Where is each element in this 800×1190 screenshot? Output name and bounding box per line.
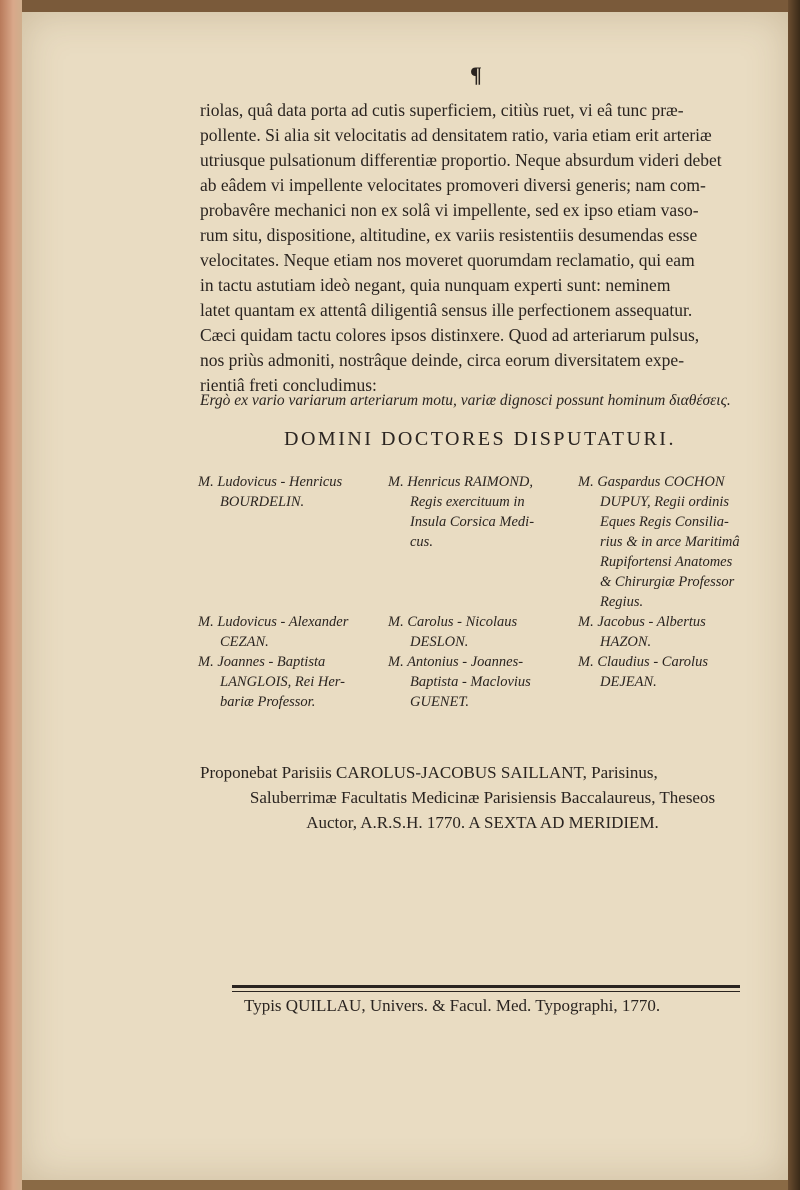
doctor-name: M. Gaspardus COCHON bbox=[578, 474, 725, 490]
doctor-entry bbox=[198, 472, 388, 612]
folio-mark: ¶ bbox=[470, 62, 482, 87]
doctor-entry bbox=[578, 472, 768, 612]
doctor-entry bbox=[198, 612, 388, 652]
doctor-name: M. Ludovicus - Alexander bbox=[198, 614, 349, 630]
imprint-line: Auctor, A.R.S.H. 1770. A SEXTA AD MERIDIEM. bbox=[306, 813, 659, 832]
doctor-detail: CEZAN. bbox=[220, 634, 269, 650]
body-line: pollente. Si alia sit velocitatis ad densitatem ratio, varia etiam erit arteriæ bbox=[200, 125, 712, 145]
doctor-name: M. Claudius - Carolus bbox=[578, 654, 708, 670]
doctors-heading: DOMINI DOCTORES DISPUTATURI. bbox=[284, 428, 676, 450]
doctor-name: M. Jacobus - Albertus bbox=[578, 614, 706, 630]
page-right-edge bbox=[788, 0, 800, 1190]
doctor-detail: Eques Regis Consilia- bbox=[600, 514, 729, 530]
doctor-entry bbox=[578, 612, 768, 652]
doctor-detail: Insula Corsica Medi- bbox=[410, 514, 535, 530]
doctor-name: M. Ludovicus - Henricus bbox=[198, 474, 343, 490]
doctors-row bbox=[198, 472, 768, 612]
body-line: probavêre mechanici non ex solâ vi impellente, sed ex ipso etiam vaso- bbox=[200, 200, 699, 220]
doctor-name: M. Henricus RAIMOND, bbox=[388, 474, 533, 490]
doctor-entry bbox=[578, 652, 768, 712]
doctor-detail: Regis exercituum in bbox=[410, 494, 525, 510]
doctor-name: M. Carolus - Nicolaus bbox=[388, 614, 518, 630]
doctor-name: M. Joannes - Baptista bbox=[198, 654, 326, 670]
doctor-detail: Baptista - Maclovius bbox=[410, 674, 531, 690]
body-line: utriusque pulsationum differentiæ proportio. Neque absurdum videri debet bbox=[200, 150, 722, 170]
imprint-line: Proponebat Parisiis CAROLUS-JACOBUS SAILLANT, Parisinus, bbox=[200, 763, 658, 782]
doctor-detail: DUPUY, Regii ordinis bbox=[600, 494, 730, 510]
doctor-name: M. Antonius - Joannes- bbox=[388, 654, 524, 670]
doctor-detail: cus. bbox=[410, 534, 433, 550]
page-left-edge bbox=[0, 0, 22, 1190]
doctor-entry bbox=[198, 652, 388, 712]
doctor-entry bbox=[388, 652, 578, 712]
body-line: in tactu astutiam ideò negant, quia nunquam experti sunt: neminem bbox=[200, 275, 671, 295]
printer-line: Typis QUILLAU, Univers. & Facul. Med. Typographi, 1770. bbox=[244, 996, 661, 1015]
doctor-detail: DEJEAN. bbox=[600, 674, 657, 690]
imprint-block bbox=[200, 760, 765, 835]
body-line: ab eâdem vi impellente velocitates promoveri diversi generis; nam com- bbox=[200, 175, 706, 195]
printer-rule bbox=[232, 985, 740, 988]
doctors-list bbox=[198, 472, 768, 712]
body-line: Cæci quidam tactu colores ipsos distinxere. Quod ad arteriarum pulsus, bbox=[200, 325, 700, 345]
doctors-row bbox=[198, 652, 768, 712]
body-paragraph bbox=[200, 98, 760, 398]
doctor-detail: HAZON. bbox=[600, 634, 652, 650]
body-line: rum situ, dispositione, altitudine, ex variis resistentiis desumendas esse bbox=[200, 225, 698, 245]
doctor-detail: rius & in arce Maritimâ bbox=[600, 534, 740, 550]
doctor-detail: & Chirurgiæ Professor bbox=[600, 574, 735, 590]
body-line: rientiâ freti concludimus: bbox=[200, 375, 377, 395]
doctor-detail: Rupifortensi Anatomes bbox=[600, 554, 733, 570]
conclusion-statement: Ergò ex vario variarum arteriarum motu, variæ dignosci possunt hominum διαθέσεις. bbox=[200, 392, 731, 409]
doctor-detail: DESLON. bbox=[410, 634, 469, 650]
doctor-entry bbox=[388, 472, 578, 612]
doctor-detail: bariæ Professor. bbox=[220, 694, 316, 710]
page-top-edge bbox=[22, 0, 800, 12]
doctor-detail: LANGLOIS, Rei Her- bbox=[220, 674, 345, 690]
body-line: nos priùs admoniti, nostrâque deinde, circa eorum diversitatem expe- bbox=[200, 350, 685, 370]
printer-rule-thin bbox=[232, 991, 740, 992]
body-line: riolas, quâ data porta ad cutis superficiem, citiùs ruet, vi eâ tunc præ- bbox=[200, 100, 684, 120]
doctor-detail: Regius. bbox=[600, 594, 644, 610]
doctors-row bbox=[198, 612, 768, 652]
doctor-entry bbox=[388, 612, 578, 652]
body-line: latet quantam ex attentâ diligentiâ sensus ille perfectionem assequatur. bbox=[200, 300, 693, 320]
imprint-line: Saluberrimæ Facultatis Medicinæ Parisiensis Baccalaureus, Theseos bbox=[249, 788, 716, 807]
doctor-detail: BOURDELIN. bbox=[220, 494, 305, 510]
body-line: velocitates. Neque etiam nos moveret quorumdam reclamatio, qui eam bbox=[200, 250, 695, 270]
doctor-detail: GUENET. bbox=[410, 694, 469, 710]
